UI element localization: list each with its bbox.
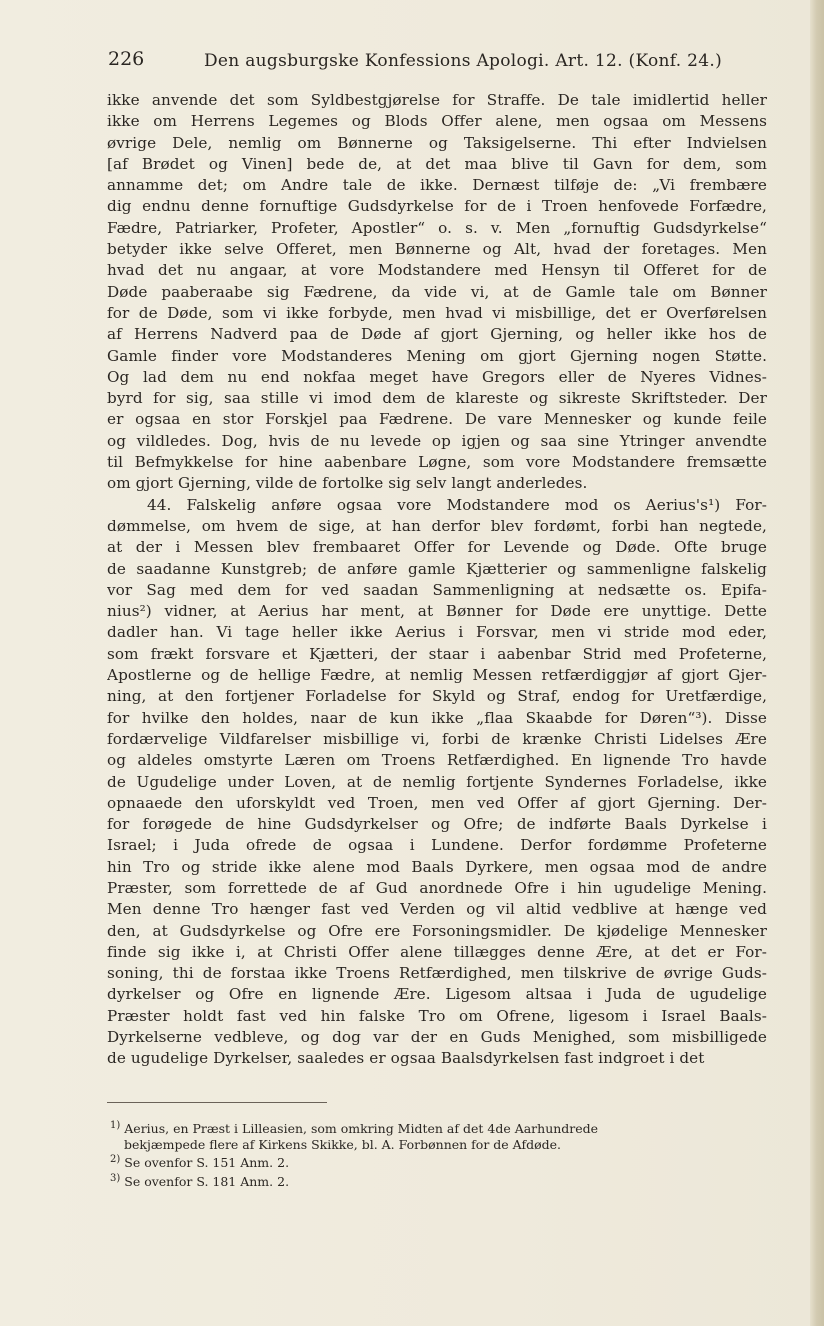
text-line: opnaaede den uforskyldt ved Troen, men ved Offer af gjort Gjerning. Der- [107,793,767,812]
text-line: øvrige Dele, nemlig om Bønnerne og Taksigelserne. Thi efter Indvielsen [107,133,767,152]
text-line: Døde paaberaabe sig Fædrene, da vide vi, at de Gamle tale om Bønner [107,282,767,301]
text-line: ning, at den fortjener Forladelse for Skyld og Straf, endog for Uretfærdige, [107,687,767,706]
text-line: om gjort Gjerning, vilde de fortolke sig selv langt anderledes. [107,474,588,493]
text-line: Dyrkelserne vedbleve, og dog var der en Guds Menighed, som misbilligede [107,1028,767,1047]
text-line: Israel; i Juda ofrede de ogsaa i Lundene. Derfor fordømme Profeterne [107,836,767,855]
footnote-text: Se ovenfor S. 181 Anm. 2. [124,1173,290,1189]
text-line: at der i Messen blev frembaaret Offer for Levende og Døde. Ofte bruge [107,538,767,557]
text-line: 44. Falskelig anføre ogsaa vore Modstandere mod os Aerius's¹) For- [147,495,767,514]
text-line: som frækt forsvare et Kjætteri, der staar i aabenbar Strid med Profeterne, [107,644,767,663]
text-line: ikke anvende det som Syldbestgjørelse for Straffe. De tale imidlertid heller [107,91,767,109]
text-line: de saadanne Kunstgreb; de anføre gamle Kjætterier og sammenligne falskelig [107,559,767,578]
text-line: Og lad dem nu end nokfaa meget have Gregors eller de Nyeres Vidnes- [107,367,767,386]
text-line: og vildledes. Dog, hvis de nu levede op igjen og saa sine Ytringer anvendte [107,431,767,450]
text-line: er ogsaa en stor Forskjel paa Fædrene. De vare Mennesker og kunde feile [107,410,767,429]
text-line: Gamle finder vore Modstanderes Mening om gjort Gjerning nogen Støtte. [107,346,767,365]
text-line: til Befmykkelse for hine aabenbare Løgne, som vore Modstandere fremsætte [107,453,767,472]
text-line: Fædre, Patriarker, Profeter, Apostler“ o. s. v. Men „fornuftig Gudsdyrkelse“ [107,218,767,237]
text-line: nius²) vidner, at Aerius har ment, at Bønner for Døde ere unyttige. Dette [107,602,767,621]
text-line: betyder ikke selve Offeret, men Bønnerne og Alt, hvad der foretages. Men [107,240,767,259]
footnote [110,1118,750,1137]
footnote-text: Se ovenfor S. 151 Anm. 2. [124,1155,290,1171]
text-line: Apostlerne og de hellige Fædre, at nemlig Messen retfærdiggjør af gjort Gjer- [107,666,767,685]
text-line: ikke om Herrens Legemes og Blods Offer alene, men ogsaa om Messens [107,112,767,131]
text-line: dyrkelser og Ofre en lignende Ære. Ligesom altsaa i Juda de ugudelige [107,985,767,1004]
footnote-marker: 3) [110,1172,121,1184]
page-number: 226 [108,48,145,70]
text-line: Men denne Tro hænger fast ved Verden og vil altid vedblive at hænge ved [107,900,767,919]
text-line: de ugudelige Dyrkelser, saaledes er ogsaa Baalsdyrkelsen fast indgroet i det [107,1049,705,1068]
footnote-text: bekjæmpede flere af Kirkens Skikke, bl. A. Forbønnen for de Afdøde. [124,1136,561,1152]
footnote-text: Aerius, en Præst i Lilleasien, som omkring Midten af det 4de Aarhundrede [124,1121,599,1137]
text-line: soning, thi de forstaa ikke Troens Retfærdighed, men tilskrive de øvrige Guds- [107,964,767,983]
text-line: for hvilke den holdes, naar de kun ikke „flaa Skaabde for Døren“³). Disse [107,708,767,727]
main-text [107,90,767,1070]
text-line: hin Tro og stride ikke alene mod Baals Dyrkere, men ogsaa mod de andre [107,857,767,876]
footnote-divider [107,1102,327,1103]
footnote [110,1152,750,1171]
text-line: byrd for sig, saa stille vi imod dem de klareste og sikreste Skriftsteder. Der [107,389,767,408]
footnote [110,1137,750,1153]
text-line: af Herrens Nadverd paa de Døde af gjort Gjerning, og heller ikke hos de [107,325,767,344]
text-line: for de Døde, som vi ikke forbyde, men hvad vi misbillige, det er Overførelsen [107,303,767,322]
text-line: den, at Gudsdyrkelse og Ofre ere Forsoningsmidler. De kjødelige Mennesker [107,921,767,940]
text-line: Præster, som forrettede de af Gud anordnede Ofre i hin ugudelige Mening. [107,878,767,897]
page-edge-shadow [810,0,824,1326]
text-line: og aldeles omstyrte Læren om Troens Retfærdighed. En lignende Tro havde [107,751,767,770]
footnotes [110,1118,750,1189]
page-header [108,46,723,72]
text-line: [af Brødet og Vinen] bede de, at det maa blive til Gavn for dem, som [107,154,767,173]
text-line: finde sig ikke i, at Christi Offer alene tillægges denne Ære, at det er For- [107,942,767,961]
text-line: annamme det; om Andre tale de ikke. Dernæst tilføje de: „Vi frembære [107,176,767,195]
text-line: dømmelse, om hvem de sige, at han derfor blev fordømt, forbi han negtede, [107,516,767,535]
text-line: dadler han. Vi tage heller ikke Aerius i Forsvar, men vi stride mod eder, [107,623,767,642]
text-line: Præster holdt fast ved hin falske Tro om Ofrene, ligesom i Israel Baals- [107,1006,767,1025]
text-line: fordærvelige Vildfarelser misbillige vi, forbi de krænke Christi Lidelses Ære [107,729,767,748]
text-line: dig endnu denne fornuftige Gudsdyrkelse for de i Troen henfovede Forfædre, [107,197,767,216]
text-line: vor Sag med dem for ved saadan Sammenligning at nedsætte os. Epifa- [107,580,767,599]
text-line: for forøgede de hine Gudsdyrkelser og Ofre; de indførte Baals Dyrkelse i [107,815,767,834]
footnote-marker: 2) [110,1154,121,1166]
footnote [110,1171,750,1190]
running-title: Den augsburgske Konfessions Apologi. Art. 12. (Konf. 24.) [204,51,723,71]
footnote-marker: 1) [110,1120,121,1131]
text-line: de Ugudelige under Loven, at de nemlig fortjente Syndernes Forladelse, ikke [107,772,767,791]
text-line: hvad det nu angaar, at vore Modstandere med Hensyn til Offeret for de [107,261,767,280]
